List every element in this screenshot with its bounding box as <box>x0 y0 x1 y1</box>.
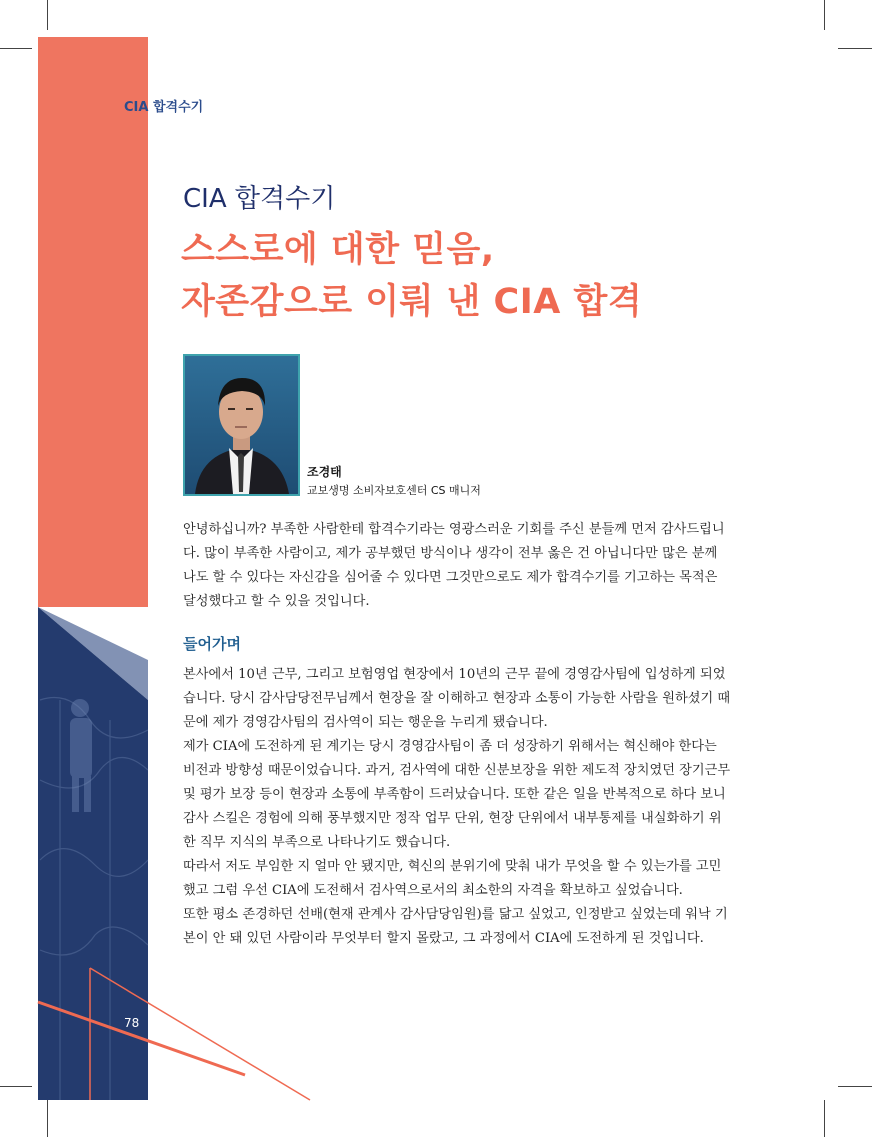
author-title: 교보생명 소비자보호센터 CS 매니저 <box>307 484 481 497</box>
article-kicker: CIA 합격수기 <box>183 184 336 214</box>
intro-paragraph <box>183 518 731 614</box>
section-heading: 들어가며 <box>183 635 241 653</box>
author-photo <box>183 354 300 496</box>
body-paragraph: 따라서 저도 부임한 지 얼마 안 됐지만, 혁신의 분위기에 맞춰 내가 무엇을 할 수 있는가를 고민했고 그럼 우선 CIA에 도전해서 검사역으로서의 최소한의 자격을 확보하고 싶었습니다. <box>183 859 722 898</box>
body-paragraph: 또한 평소 존경하던 선배(현재 관계사 감사담당임원)를 닮고 싶었고, 인정받고 싶었는데 워낙 기본이 안 돼 있던 사람이라 무엇부터 할지 몰랐고, 그 과정에서 CIA에 도전하게 된 것입니다. <box>183 907 728 946</box>
intro-text: 안녕하십니까? 부족한 사람한테 합격수기라는 영광스러운 기회를 주신 분들께 먼저 감사드립니다. 많이 부족한 사람이고, 제가 공부했던 방식이나 생각이 전부 옳은 건 아닙니다만 많은 분께 나도 할 수 있다는 자신감을 심어줄 수 있다면 그것만으로도 제가 합격수기를 기고하는 목적은 달성했다고 할 수 있을 것입니다. <box>183 522 725 609</box>
body-paragraph: 본사에서 10년 근무, 그리고 보험영업 현장에서 10년의 근무 끝에 경영감사팀에 입성하게 되었습니다. 당시 감사담당전무님께서 현장을 잘 이해하고 현장과 소통이 가능한 사람을 원하셨기 때문에 제가 경영감사팀의 검사역이 되는 행운을 누리게 됐습니다. <box>183 667 731 730</box>
author-name: 조경태 <box>307 465 342 479</box>
header-label-text: CIA 합격수기 <box>124 100 204 115</box>
author-portrait <box>185 356 298 494</box>
body-paragraph: 제가 CIA에 도전하게 된 계기는 당시 경영감사팀이 좀 더 성장하기 위해서는 혁신해야 한다는 비전과 방향성 때문이었습니다. 과거, 검사역에 대한 신분보장을 위한 제도적 장치였던 장기근무 및 평가 보장 등이 현장과 소통에 부족함이 드러났습니다. 또한 같은 일을 반복적으로 하다 보니 감사 스킬은 경험에 의해 풍부했지만 정작 업무 단위, 현장 단위에서 내부통제를 내실화하기 위한 직무 지식의 부족으로 나타나기도 했습니다. <box>183 739 731 850</box>
page-number: 78 <box>124 1016 140 1030</box>
section-header-label <box>124 96 203 115</box>
article-headline <box>181 224 642 328</box>
section-body <box>183 663 731 951</box>
headline-line-1: 스스로에 대한 믿음, <box>181 230 495 270</box>
headline-line-2: 자존감으로 이뤄 낸 CIA 합격 <box>181 282 643 322</box>
